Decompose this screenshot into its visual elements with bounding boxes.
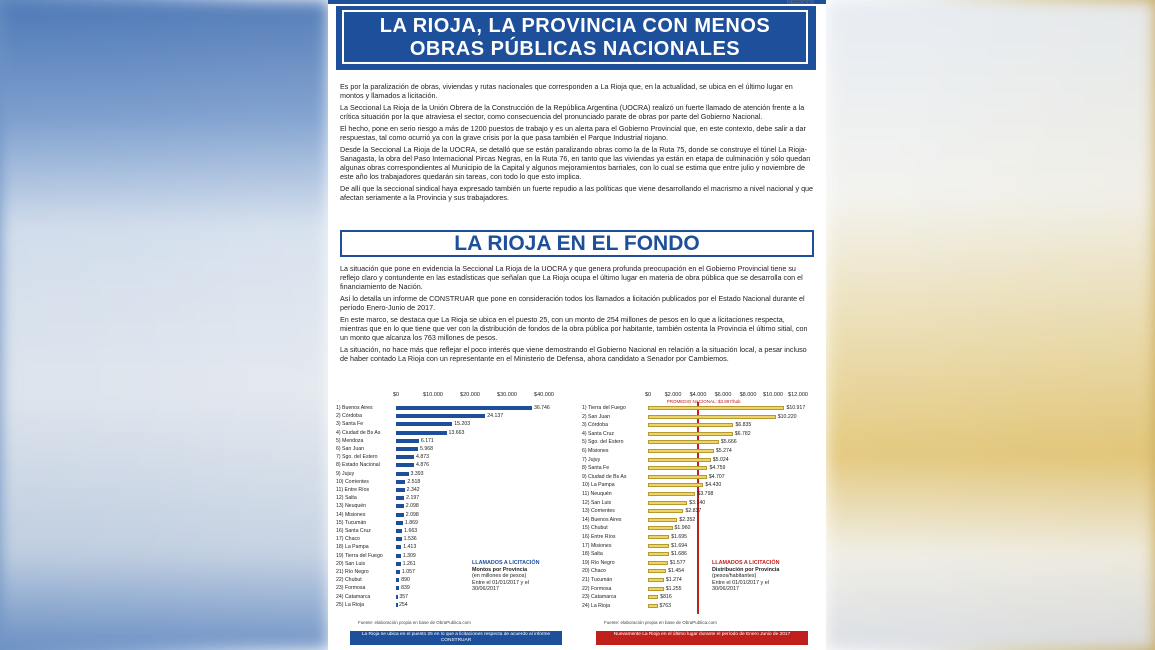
value-label: $10.917 [786,405,806,411]
value-label: $6.835 [735,422,752,429]
value-label: $1.686 [671,551,687,558]
bar [648,458,711,462]
category-label: 5) Sgo. del Estero [582,439,624,446]
category-label: 22) Chubut [336,577,362,584]
bar [396,521,403,525]
bar [648,501,687,505]
category-label: 15) Tucumán [336,519,367,526]
bar [396,472,409,476]
value-label: 24.137 [487,413,504,420]
category-label: 4) Ciudad de Bs As [336,429,381,436]
category-label: 19) Río Negro [582,559,615,566]
category-label: 7) Sgo. del Estero [336,454,378,461]
chart-distribucion [582,392,816,628]
value-label: $1.577 [669,559,686,566]
value-label: 2.098 [405,511,419,518]
value-label: 15.203 [454,421,471,428]
value-label: 6.171 [420,437,434,444]
value-label: 839 [401,585,410,592]
bar [648,440,719,444]
bar [648,578,664,582]
category-label: 10) Corrientes [336,478,369,485]
value-label: 36.746 [533,405,550,411]
value-label: 3.393 [410,470,424,477]
bar [396,595,398,599]
subheading: LA RIOJA EN EL FONDO [340,230,814,257]
category-label: 3) Córdoba [582,422,608,429]
chart-distribucion-inset [712,560,792,593]
inset-line: Entre el 01/01/2017 y el [712,579,769,586]
axis-tick-label: $6.000 [714,392,732,398]
category-label: 1) Tierra del Fuego [582,405,626,411]
category-label: 14) Buenos Aires [582,516,622,523]
value-label: $1.694 [671,542,688,549]
bar [648,604,658,608]
bar [396,496,404,500]
bar [648,509,683,513]
paragraph: La situación que pone en evidencia la Seccional La Rioja de la UOCRA y que genera profunda preocupación en el Gobierno Provincial tiene su reflejo claro y contundente en las estadísticas que señalan que La Rioja ocupa el último lugar en materia de obra pública que se desarrolla con el financiamiento de Nación. [340,264,803,291]
category-label: 17) Chaco [336,536,360,543]
bar [396,406,532,410]
chart-montos-footer: La Rioja se ubica en el puesto 25 en lo que a licitaciones respecta de acuerdo al informe CONSTRUAR [350,631,562,645]
bar [648,526,673,530]
bar [396,414,485,418]
category-label: 21) Tucumán [582,577,613,583]
value-label: 1.536 [403,536,417,543]
paragraph: Es por la paralización de obras, viviendas y rutas nacionales que corresponden a La Rioja que, en la actualidad, se ubica en el último lugar en montos y llamados a licitación. [340,82,793,100]
value-label: 1.663 [404,528,418,534]
inset-line: 30/06/2017 [712,586,739,592]
category-label: 16) Santa Cruz [336,528,371,534]
value-label: 4.876 [416,462,430,469]
value-label: 4.873 [416,454,429,461]
value-label: $2.837 [685,508,702,515]
value-label: 1.309 [402,552,416,559]
bar [396,422,452,426]
bar [648,544,669,548]
background-left [0,0,330,650]
bar [396,504,404,508]
bar [396,447,418,451]
value-label: $763 [659,602,672,609]
category-label: 10) La Pampa [582,482,615,489]
bar [648,466,707,470]
category-label: 4) Santa Cruz [582,430,615,437]
category-label: 3) Santa Fe [336,421,364,428]
category-label: 8) Santa Fe [582,465,610,472]
bar [648,483,703,487]
value-label: $1.695 [671,534,688,540]
bar [396,578,399,582]
bar [648,423,733,427]
category-label: 13) Corrientes [582,508,615,515]
value-label: $2.352 [679,516,696,523]
bar [396,586,399,590]
bar [396,431,447,435]
value-label: $5.024 [712,456,729,463]
axis-tick-label: $8.000 [739,392,757,398]
value-label: $6.782 [734,430,751,437]
paragraph: La situación, no hace más que reflejar el poco interés que viene demostrando el Gobierno Nacional en relación a la situación local, a pesar incluso de haber contado La Rioja con un representante en el Ministerio de Defensa, ahora candidato a Senador por Cambiemos. [340,345,807,363]
category-label: 8) Estado Nacional [336,462,380,469]
value-label: $1.274 [665,577,682,583]
category-label: 17) Misiones [582,542,612,549]
background-right [825,0,1155,650]
category-label: 12) Salta [336,495,357,502]
bar [648,569,666,573]
value-label: $3.798 [697,491,714,497]
axis-tick-label: $0 [392,392,400,398]
value-label: $5.274 [715,448,732,454]
category-label: 24) La Rioja [582,602,610,609]
value-label: 890 [401,577,410,584]
value-label: 2.197 [406,495,420,502]
value-label: 2.098 [405,503,419,510]
bar [396,603,398,607]
category-label: 11) Neuquén [582,491,612,497]
category-label: 18) La Pampa [336,544,369,551]
bar [396,463,414,467]
axis-tick-label: $10.000 [763,392,783,398]
chart-distribucion-source: Fuente: elaboración propia en base de ObraPublica.com [604,620,717,625]
category-label: 13) Neuquén [336,503,366,510]
bar [648,492,695,496]
average-reference-label: PROMEDIO NACIONAL: $3.897/hab [666,399,741,404]
category-label: 24) Catamarca [336,593,371,600]
bar [396,529,402,533]
inset-line: Distribución por Provincia [712,566,780,573]
axis-tick-label: $4.000 [689,392,707,398]
bar [648,449,714,453]
headline-box [336,6,816,70]
axis-tick-label: $20.000 [460,392,480,398]
inset-line: Entre el 01/01/2017 y el [472,579,529,586]
value-label: $1.960 [674,525,691,532]
headline-line-1: LA RIOJA, LA PROVINCIA CON MENOS [379,15,771,37]
value-label: $4.707 [708,473,725,480]
paragraph: La Seccional La Rioja de la Unión Obrera de la Construcción de la República Argentina (UOCRA) realizó un fuerte llamado de atención frente a la crítica situación por la que atraviesa el sector, como consecuencia del pronunciado parate de obras por parte del Gobierno Nacional. [340,103,805,121]
value-label: $1.454 [668,568,685,575]
section-tag: NEGOCIOS [787,0,814,6]
value-label: $4.759 [709,465,726,472]
category-label: 16) Entre Ríos [582,534,616,540]
bar [396,554,401,558]
bar [648,587,664,591]
bar [648,475,707,479]
value-label: 1.413 [403,544,417,551]
newspaper-page [328,0,826,650]
category-label: 20) Chaco [582,568,606,575]
paragraph: El hecho, pone en serio riesgo a más de 1200 puestos de trabajo y es un alerta para el Gobierno Provincial que, en este contexto, debe salir a dar respuestas, tal como ocurrió ya con la grave crisis por la que pasa también el Parque Industrial riojano. [340,124,806,142]
category-label: 2) Córdoba [336,413,362,420]
category-label: 9) Jujuy [336,470,355,477]
category-label: 20) San Luis [336,560,366,567]
inset-line: (en millones de pesos) [472,573,527,579]
category-label: 2) San Juan [582,413,610,420]
inset-title: LLAMADOS A LICITACIÓN [472,560,540,566]
category-label: 7) Jujuy [582,456,601,463]
value-label: $816 [660,594,672,601]
bar [396,439,419,443]
category-label: 6) San Juan [336,446,364,452]
bar [648,561,668,565]
category-label: 9) Ciudad de Bs As [582,473,627,480]
bar [648,406,784,410]
paragraph: Desde la Seccional La Rioja de la UOCRA, se detalló que se están paralizando obras como la de la Ruta 75, donde se construye el túnel La Rioja-Sanagasta, la obra del Paso Internacional Pircas Negras, en la Ruta 76, en tanto que las viviendas ya están en etapa de culminación y sólo quedan algunas obras correspondientes al Municipio de la Capital y algunos mejoramientos barriales, con lo cual se estima que entre julio y noviembre de este año los trabajadores quedarán sin tareas, con todo lo que esto implica. [340,145,811,181]
axis-tick-label: $30.000 [497,392,517,398]
inset-line: 30/06/2017 [472,586,499,592]
chart-montos-source: Fuente: elaboración propia en base de ObraPublica.com [358,620,471,625]
value-label: 254 [398,601,408,608]
value-label: $10.220 [777,413,797,420]
inset-title: LLAMADOS A LICITACIÓN [712,560,780,566]
value-label: 1.869 [404,519,418,526]
value-label: $1.255 [665,585,682,592]
paragraph: Así lo detalla un informe de CONSTRUAR que pone en consideración todos los llamados a licitación publicados por el Estado Nacional durante el período Enero-Junio de 2017. [340,294,805,312]
headline-line-2: OBRAS PÚBLICAS NACIONALES [409,38,741,60]
category-label: 11) Entre Ríos [336,487,370,493]
headline [342,10,808,64]
value-label: 2.342 [406,487,420,493]
category-label: 5) Mendoza [336,437,364,444]
paragraph: De allí que la seccional sindical haya expresado también un fuerte repudio a las políticas que viene desarrollando el macrismo a nivel nacional y que afectan seriamente a la Provincia y sus trabajadores. [340,184,814,202]
axis-tick-label: $40.000 [534,392,554,398]
category-label: 14) Misiones [336,511,366,518]
category-label: 19) Tierra del Fuego [336,552,383,559]
bar [396,570,400,574]
value-label: 1.057 [401,569,415,575]
chart-montos-inset [472,560,552,593]
paragraph: En este marco, se destaca que La Rioja se ubica en el puesto 25, con un monto de 254 millones de pesos en lo que a licitaciones respecta, mientras que en lo que tiene que ver con la distribución de fondos de la obra pública por habitante, también ostenta la Provincia el último sitial, con un monto que alcanza los 763 millones de pesos. [340,315,808,342]
intro-text [340,82,814,205]
bar [396,545,401,549]
bar [396,562,401,566]
chart-distribucion-footer: Nuevamente La Rioja en el último lugar durante el período de Enero Junio de 2017 [596,631,808,645]
category-label: 15) Chubut [582,525,608,532]
category-label: 23) Formosa [336,585,366,592]
axis-tick-label: $0 [644,392,652,398]
inset-line: (pesos/habitantes) [712,573,757,579]
bar [648,552,669,556]
second-text [340,264,814,366]
bar [648,432,733,436]
category-label: 21) Río Negro [336,569,369,575]
axis-tick-label: $2.000 [664,392,682,398]
bar [648,518,677,522]
bar [648,595,658,599]
bar [396,455,414,459]
bar [648,415,776,419]
category-label: 25) La Rioja [336,601,364,608]
bar [396,488,405,492]
bar [396,513,404,517]
value-label: $5.666 [720,439,737,446]
chart-montos [336,392,570,628]
inset-line: Montos por Provincia [472,566,528,573]
category-label: 18) Salta [582,551,603,558]
value-label: 357 [399,593,408,600]
top-rule [328,0,826,4]
category-label: 23) Catamarca [582,594,617,601]
category-label: 6) Misiones [582,448,609,454]
value-label: $3.140 [689,499,706,506]
value-label: 5.968 [420,446,434,452]
category-label: 12) San Luis [582,499,612,506]
category-label: 22) Formosa [582,585,612,592]
axis-tick-label: $12.000 [788,392,808,398]
bar [396,537,402,541]
value-label: $4.430 [705,482,722,489]
value-label: 13.663 [448,429,465,436]
value-label: 1.261 [402,560,416,567]
axis-tick-label: $10.000 [423,392,443,398]
bar [648,535,669,539]
bar [396,480,405,484]
category-label: 1) Buenos Aires [336,405,373,411]
value-label: 2.518 [407,478,421,485]
